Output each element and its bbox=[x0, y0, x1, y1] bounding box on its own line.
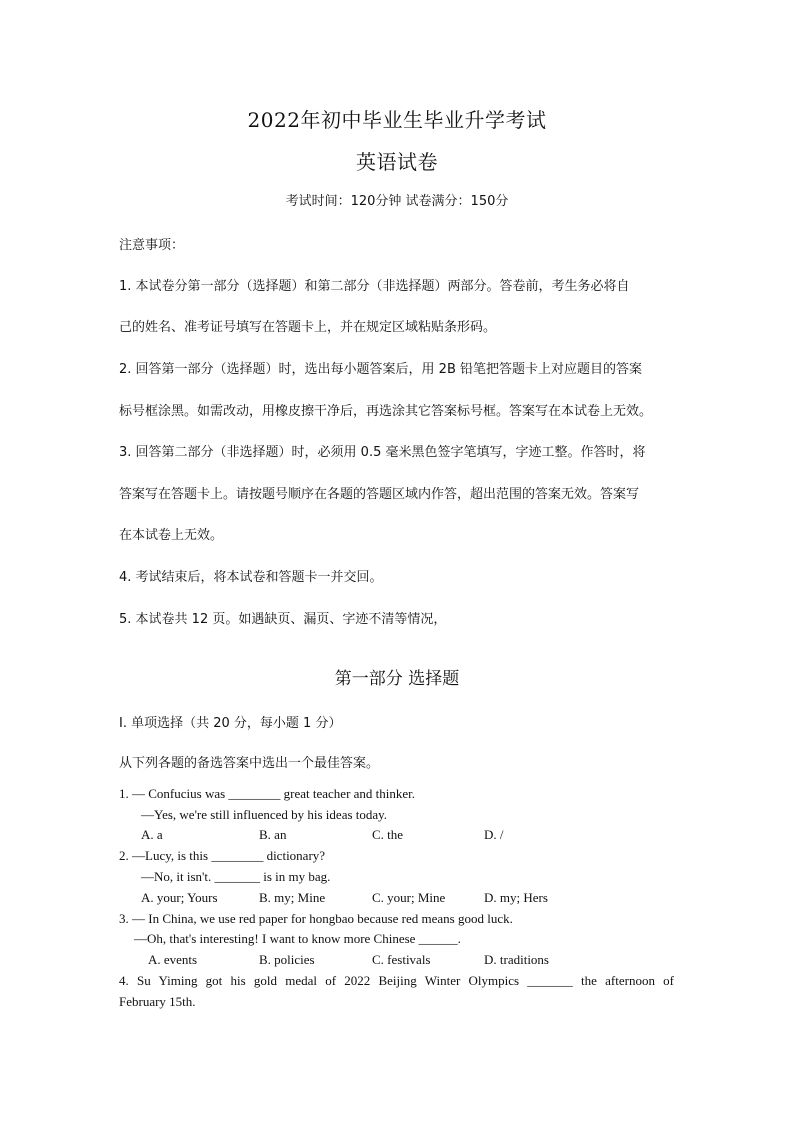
question-option: C. festivals bbox=[372, 952, 431, 967]
notes-heading: 注意事项： bbox=[119, 238, 185, 253]
notes-line: 标号框涂黑。如需改动，用橡皮擦干净后，再选涂其它答案标号框。答案写在本试卷上无效。 bbox=[119, 404, 653, 419]
question-option: B. an bbox=[259, 827, 287, 842]
notes-line: 4. 考试结束后，将本试卷和答题卡一并交回。 bbox=[119, 570, 383, 585]
question-reply: —No, it isn't. _______ is in my bag. bbox=[141, 869, 331, 884]
notes-line: 1. 本试卷分第一部分（选择题）和第二部分（非选择题）两部分。答卷前，考生务必将自 bbox=[119, 279, 630, 294]
part1-title: 第一部分 选择题 bbox=[334, 669, 460, 689]
exam-subtitle: 英语试卷 bbox=[356, 150, 438, 174]
question-option: C. your; Mine bbox=[372, 890, 446, 905]
question-stem: 4. Su Yiming got his gold medal of 2022 Beijing Winter Olympics _______ the afternoon of bbox=[119, 973, 674, 988]
question-reply: —Oh, that's interesting! I want to know more Chinese ______. bbox=[134, 931, 461, 946]
question-option: B. my; Mine bbox=[259, 890, 326, 905]
question-reply: —Yes, we're still influenced by his ideas today. bbox=[141, 807, 388, 822]
question-reply: February 15th. bbox=[119, 994, 196, 1009]
question-option: A. a bbox=[141, 827, 163, 842]
question-stem: 1. — Confucius was ________ great teacher and thinker. bbox=[119, 786, 416, 801]
question-option: D. traditions bbox=[484, 952, 549, 967]
section-instruction: 从下列各题的备选答案中选出一个最佳答案。 bbox=[119, 756, 380, 771]
notes-line: 3. 回答第二部分（非选择题）时，必须用 0.5 毫米黑色签字笔填写，字迹工整。作答时，将 bbox=[119, 445, 646, 460]
question-stem: 3. — In China, we use red paper for hongbao because red means good luck. bbox=[119, 911, 513, 926]
notes-line: 5. 本试卷共 12 页。如遇缺页、漏页、字迹不清等情况， bbox=[119, 612, 447, 627]
exam-title: 2022年初中毕业生毕业升学考试 bbox=[247, 108, 547, 132]
notes-line: 在本试卷上无效。 bbox=[119, 528, 224, 543]
question-option: A. events bbox=[148, 952, 198, 967]
question-option: A. your; Yours bbox=[141, 890, 218, 905]
section-heading: I. 单项选择（共 20 分，每小题 1 分） bbox=[119, 716, 342, 731]
question-option: D. / bbox=[484, 827, 504, 842]
question-stem: 2. —Lucy, is this ________ dictionary? bbox=[119, 848, 326, 863]
question-option: D. my; Hers bbox=[484, 890, 548, 905]
notes-line: 2. 回答第一部分（选择题）时，选出每小题答案后，用 2B 铅笔把答题卡上对应题目的答案 bbox=[119, 362, 642, 377]
notes-line: 答案写在答题卡上。请按题号顺序在各题的答题区域内作答，超出范围的答案无效。答案写 bbox=[119, 487, 640, 502]
question-option: C. the bbox=[372, 827, 404, 842]
question-option: B. policies bbox=[259, 952, 315, 967]
notes-line: 己的姓名、准考证号填写在答题卡上，并在规定区域粘贴条形码。 bbox=[119, 320, 497, 335]
exam-meta: 考试时间：120分钟 试卷满分：150分 bbox=[285, 194, 509, 209]
